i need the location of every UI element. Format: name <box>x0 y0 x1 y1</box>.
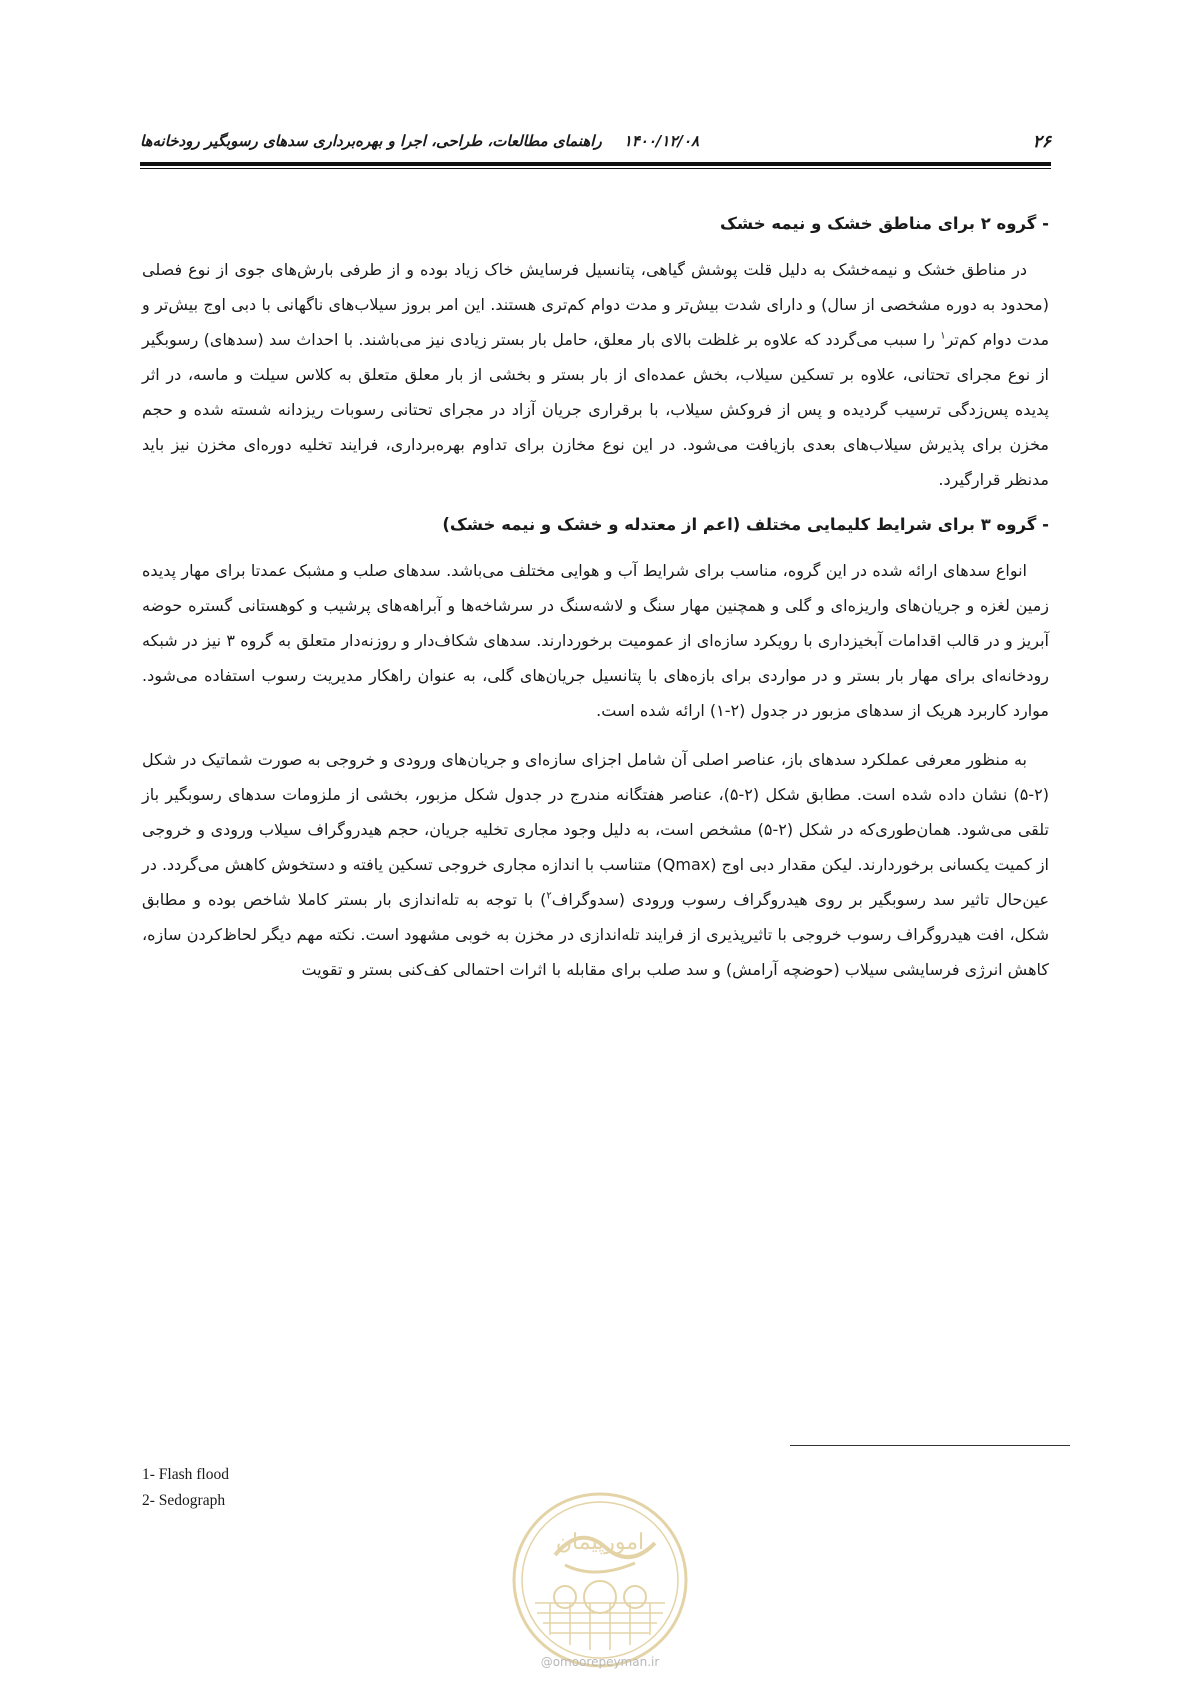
paragraph-text: به منظور معرفی عملکرد سدهای باز، عناصر اصلی آن شامل اجزای سازه‌ای و جریان‌های ورودی و خروجی به صورت شماتیک در شکل (۲-۵) نشان داده شده است. مطابق شکل (۲-۵)، عناصر هفتگانه مندرج در جدول شکل مزبور، بخشی از ملزومات سدهای رسوبگیر باز تلقی می‌شود. همان‌طوری‌که در شکل (۲-۵) مشخص است، به دلیل وجود مجاری تخلیه جریان، حجم هیدروگراف سیلاب ورودی و خروجی از کمیت یکسانی برخوردارند. لیکن مقدار دبی اوج (Qmax) متناسب با اندازه مجاری خروجی تسکین یافته و دستخوش کاهش می‌گردد. در عین‌حال تاثیر سد رسوبگیر بر روی هیدروگراف رسوب ورودی (سدوگراف <box>142 750 1050 909</box>
paragraph-open-dams-function <box>142 742 1049 987</box>
watermark-seal-icon <box>495 1485 705 1680</box>
paragraph-group-2 <box>142 252 1049 497</box>
running-header <box>140 128 1051 160</box>
section-heading-group-2: - گروه ۲ برای مناطق خشک و نیمه خشک <box>720 214 1049 233</box>
section-heading-group-3: - گروه ۳ برای شرایط کلیمایی مختلف (اعم از معتدله و خشک و نیمه خشک) <box>442 515 1049 534</box>
paragraph-text: را سبب می‌گردد که علاوه بر غلظت بالای بار معلق، حامل بار بستر زیادی نیز می‌باشند. با احداث سد (سدهای) رسوبگیر از نوع مجرای تحتانی، علاوه بر تسکین سیلاب، بخش عمده‌ای از بار بستر و بخشی از بار معلق متعلق به کلاس سیلت و ماسه، در اثر پدیده پس‌زدگی ترسیب گردیده و پس از فروکش سیلاب، با برقراری جریان آزاد در مجرای تحتانی رسوبات ریزدانه شسته شده و حجم مخزن برای پذیرش سیلاب‌های بعدی بازیافت می‌شود. در این نوع مخازن برای تداوم بهره‌برداری، فرایند تخلیه دوره‌ای مخزن نیز باید مدنظر قرارگیرد. <box>142 330 1049 489</box>
paragraph-text: انواع سدهای ارائه شده در این گروه، مناسب برای شرایط آب و هوایی مختلف می‌باشد. سدهای صلب و مشبک عمدتا برای مهار پدیده زمین لغزه و جریان‌های واریزه‌ای و گلی و همچنین مهار سنگ و لاشه‌سنگ در سرشاخه‌ها و آبراهه‌های پرشیب و کوهستانی گستره حوضه آبریز و در قالب اقدامات آبخیزداری با رویکرد سازه‌ای از عمومیت برخوردارند. سدهای شکاف‌دار و روزنه‌دار متعلق به گروه ۳ نیز در شبکه رودخانه‌ای برای مهار بار بستر و در مواردی برای بازه‌های با پتانسیل جریان‌های گلی، به عنوان راهکار مدیریت رسوب استفاده می‌شود. موارد کاربرد هریک از سدهای مزبور در جدول (۲-۱) ارائه شده است. <box>142 561 1049 720</box>
footnote-ref-1[interactable]: ۱ <box>940 330 946 342</box>
header-title: راهنمای مطالعات، طراحی، اجرا و بهره‌برداری سدهای رسوبگیر رودخانه‌ها <box>140 132 602 150</box>
footnote-1: 1- Flash flood <box>142 1466 229 1483</box>
header-rule-thick <box>140 162 1051 166</box>
header-rule-thin <box>140 168 1051 169</box>
paragraph-text: در مناطق خشک و نیمه‌خشک به دلیل قلت پوشش گیاهی، پتانسیل فرسایش خاک زیاد بوده و از طرفی بارش‌های جوی از نوع فصلی (محدود به دوره مشخصی از سال) و دارای شدت بیش‌تر و مدت دوام کم‌تری هستند. این امر بروز سیلاب‌های ناگهانی با دبی اوج بیش‌تر و مدت دوام کم‌تر <box>142 260 1050 349</box>
paragraph-text: ) با توجه به تله‌اندازی بار بستر کاملا شاخص بوده و مطابق شکل، افت هیدروگراف رسوب خروجی با تاثیرپذیری از فرایند تله‌اندازی در مخزن به خوبی مشهود است. نکته مهم دیگر لحاظ‌کردن سازه، کاهش انرژی فرسایشی سیلاب (حوضچه آرامش) و سد صلب برای مقابله با اثرات احتمالی کف‌کنی بستر و تقویت <box>142 890 1049 979</box>
footnote-separator <box>790 1445 1070 1446</box>
watermark-url: @omoorepeyman.ir <box>540 1655 660 1669</box>
page-number: ۲۶ <box>1032 132 1051 152</box>
running-title <box>140 132 699 150</box>
body-content <box>142 210 1049 1001</box>
paragraph-group-3-applications <box>142 553 1049 728</box>
watermark-logo-text: امورپیمان <box>555 1530 645 1555</box>
header-date: ۱۴۰۰/۱۲/۰۸ <box>623 132 700 150</box>
footnote-ref-2[interactable]: ۲ <box>546 890 552 902</box>
footnote-2: 2- Sedograph <box>142 1492 226 1509</box>
footnotes <box>142 1462 229 1514</box>
